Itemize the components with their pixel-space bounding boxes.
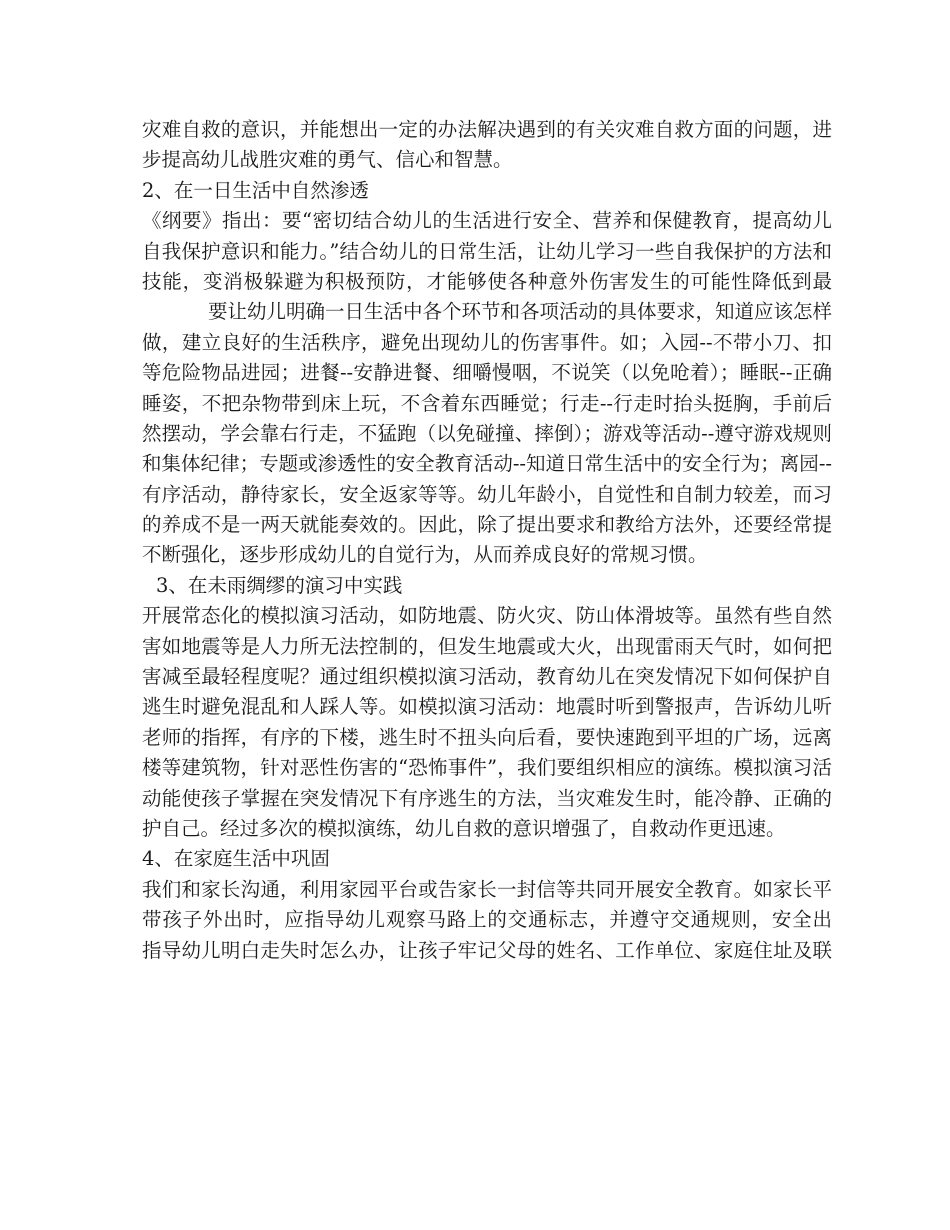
paragraph-line: 自我保护意识和能力。”结合幼儿的日常生活，让幼儿学习一些自我保护的方法和 xyxy=(142,239,832,263)
section-heading: 2、在一日生活中自然渗透 xyxy=(142,178,369,202)
paragraph-line: 带孩子外出时，应指导幼儿观察马路上的交通标志，并遵守交通规则，安全出 xyxy=(142,908,832,932)
paragraph-line: 灾难自救的意识，并能想出一定的办法解决遇到的有关灾难自救方面的问题，进 xyxy=(142,118,832,141)
document-body xyxy=(142,115,832,966)
paragraph-line: 和集体纪律；专题或渗透性的安全教育活动--知道日常生活中的安全行为；离园-- xyxy=(142,452,832,476)
section-heading: 3、在未雨绸缪的演习中实践 xyxy=(156,573,403,597)
paragraph-line: 开展常态化的模拟演习活动，如防地震、防火灾、防山体滑坡等。虽然有些自然 xyxy=(142,604,832,628)
paragraph-line: 楼等建筑物，针对恶性伤害的“恐怖事件”，我们要组织相应的演练。模拟演习活 xyxy=(142,756,832,780)
paragraph-line: 《纲要》指出：要“密切结合幼儿的生活进行安全、营养和保健教育，提高幼儿 xyxy=(142,209,832,233)
paragraph-line: 逃生时避免混乱和人踩人等。如模拟演习活动：地震时听到警报声，告诉幼儿听 xyxy=(142,695,832,719)
paragraph-line: 老师的指挥，有序的下楼，逃生时不扭头向后看，要快速跑到平坦的广场，远离 xyxy=(142,725,832,749)
paragraph-line: 害减至最轻程度呢？通过组织模拟演习活动，教育幼儿在突发情况下如何保护自 xyxy=(142,665,832,689)
paragraph-line: 做，建立良好的生活秩序，避免出现幼儿的伤害事件。如；入园--不带小刀、扣 xyxy=(142,330,832,354)
paragraph-line: 要让幼儿明确一日生活中各个环节和各项活动的具体要求，知道应该怎样 xyxy=(208,300,832,324)
paragraph-line: 动能使孩子掌握在突发情况下有序逃生的方法，当灾难发生时，能冷静、正确的 xyxy=(142,786,832,810)
paragraph-line: 技能，变消极躲避为积极预防，才能够使各种意外伤害发生的可能性降低到最 xyxy=(142,269,832,293)
paragraph-line: 等危险物品进园；进餐--安静进餐、细嚼慢咽，不说笑（以免呛着）；睡眠--正确 xyxy=(142,361,832,385)
paragraph-line: 指导幼儿明白走失时怎么办，让孩子牢记父母的姓名、工作单位、家庭住址及联 xyxy=(142,938,832,962)
paragraph-line: 不断强化，逐步形成幼儿的自觉行为，从而养成良好的常规习惯。 xyxy=(142,543,708,567)
paragraph-line: 害如地震等是人力所无法控制的，但发生地震或大火，出现雷雨天气时，如何把 xyxy=(142,634,832,658)
section-heading: 4、在家庭生活中巩固 xyxy=(142,847,330,871)
paragraph-line: 有序活动，静待家长，安全返家等等。幼儿年龄小，自觉性和自制力较差，而习 xyxy=(142,482,832,506)
paragraph-line: 护自己。经过多次的模拟演练，幼儿自救的意识增强了，自救动作更迅速。 xyxy=(142,816,786,840)
paragraph-line: 然摆动，学会靠右行走，不猛跑（以免碰撞、摔倒）；游戏等活动--遵守游戏规则 xyxy=(142,421,832,445)
paragraph-line: 步提高幼儿战胜灾难的勇气、信心和智慧。 xyxy=(142,148,513,172)
paragraph-line: 睡姿，不把杂物带到床上玩，不含着东西睡觉；行走--行走时抬头挺胸，手前后 xyxy=(142,391,832,415)
paragraph-line: 的养成不是一两天就能奏效的。因此，除了提出要求和教给方法外，还要经常提 xyxy=(142,513,832,537)
paragraph-line: 我们和家长沟通，利用家园平台或告家长一封信等共同开展安全教育。如家长平 xyxy=(142,877,832,901)
